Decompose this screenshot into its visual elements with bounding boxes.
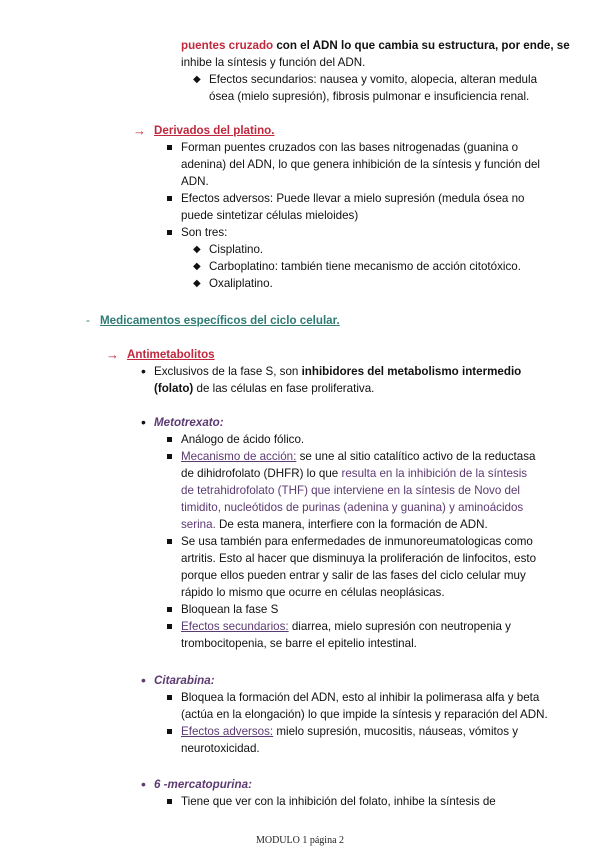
text-line: puede sintetizar células mieloides) [181,209,359,222]
text-line: Bloquean la fase S [181,603,279,616]
list-item: Cisplatino. [209,243,264,256]
text-line: de tetrahidrofolato (THF) que interviene en la síntesis de Novo del [181,484,520,497]
drug-heading-citarabina: Citarabina: [154,674,215,687]
square-bullet-icon [167,607,172,612]
bold-span: (folato) [154,382,194,395]
text-line: artritis. Esto al hacer que disminuya la proliferación de linfocitos, esto [181,552,537,565]
text-line [154,380,374,397]
dot-bullet-icon: • [141,776,146,792]
square-bullet-icon [167,539,172,544]
text-line: ósea (mielo supresión), fibrosis pulmonar e insuficiencia renal. [209,90,530,103]
text-line: porque ellos pueden entrar y salir de las fases del ciclo celular muy [181,569,526,582]
text-line: Efectos adversos: Puede llevar a mielo supresión (medula ósea no [181,192,525,205]
text-line [181,516,488,533]
dot-bullet-icon: • [141,363,146,379]
highlight-span: resulta en la inhibición de la síntesis [341,467,528,480]
text-line [154,363,521,380]
highlight-term: puentes cruzado [181,39,274,52]
diamond-bullet-icon: ◆ [193,244,201,255]
text-line [181,448,535,465]
square-bullet-icon [167,230,172,235]
text-line [181,723,518,740]
dot-bullet-icon: • [141,414,146,430]
text-span: Exclusivos de la fase S, son [154,365,302,378]
list-item: Oxaliplatino. [209,277,273,290]
text-span: de las células en fase proliferativa. [193,382,375,395]
text-line: neurotoxicidad. [181,742,260,755]
text-line: ADN. [181,175,209,188]
text-line [181,465,527,482]
text-line: inhibe la síntesis y función del ADN. [181,56,366,69]
text-line: Son tres: [181,226,228,239]
arrow-right-icon: → [106,347,119,362]
text-line: timidito, nucleótidos de purinas (adenina y guanina) y aminoácidos [181,501,524,514]
page-footer: MODULO 1 página 2 [255,835,345,846]
text-span: se une al sitio catalítico activo de la reductasa [296,450,536,463]
underlined-term: Efectos adversos: [181,725,274,738]
square-bullet-icon [167,454,172,459]
text-span: mielo supresión, mucositis, náuseas, vómitos y [273,725,519,738]
diamond-bullet-icon: ◆ [193,278,201,289]
underlined-term: Mecanismo de acción: [181,450,297,463]
list-item: Carboplatino: también tiene mecanismo de acción citotóxico. [209,260,521,273]
diamond-bullet-icon: ◆ [193,74,201,85]
square-bullet-icon [167,437,172,442]
text-span: diarrea, mielo supresión con neutropenia y [288,620,511,633]
section-heading-ciclo: Medicamentos específicos del ciclo celular. [100,314,340,327]
text-line [181,37,570,54]
drug-heading-mercatopurina: 6 -mercatopurina: [154,778,252,791]
text-line: Efectos secundarios: nausea y vomito, alopecia, alteran medula [209,73,538,86]
arrow-right-icon: → [133,123,146,138]
square-bullet-icon [167,196,172,201]
section-heading-antimetabolitos: Antimetabolitos [127,348,215,361]
text-line: Forman puentes cruzados con las bases nitrogenadas (guanina o [181,141,519,154]
text-line [181,618,511,635]
bold-span: inhibidores del metabolismo intermedio [301,365,522,378]
text-span: De esta manera, interfiere con la formación de ADN. [215,518,488,531]
square-bullet-icon [167,695,172,700]
dot-bullet-icon: • [141,672,146,688]
text-line: Análogo de ácido fólico. [181,433,305,446]
text-span: con el ADN lo que cambia su estructura, por ende, se [273,39,570,52]
section-heading-platino: Derivados del platino. [154,124,275,137]
drug-heading-metotrexato: Metotrexato: [154,416,224,429]
dash-marker: - [86,314,90,327]
square-bullet-icon [167,799,172,804]
diamond-bullet-icon: ◆ [193,261,201,272]
highlight-span: serina. [181,518,216,531]
text-line: rápido lo mismo que ocurre en células neoplásicas. [181,586,445,599]
text-line: Tiene que ver con la inhibición del folato, inhibe la síntesis de [181,795,496,808]
square-bullet-icon [167,729,172,734]
square-bullet-icon [167,145,172,150]
square-bullet-icon [167,624,172,629]
text-line: adenina) del ADN, lo que genera inhibición de la síntesis y función del [181,158,540,171]
text-span: de dihidrofolato (DHFR) lo que [181,467,342,480]
underlined-term: Efectos secundarios: [181,620,289,633]
text-line: trombocitopenia, se barre el epitelio intestinal. [181,637,417,650]
text-line: Se usa también para enfermedades de inmunoreumatologicas como [181,535,533,548]
text-line: Bloquea la formación del ADN, esto al inhibir la polimerasa alfa y beta [181,691,540,704]
text-line: (actúa en la elongación) lo que impide la síntesis y reparación del ADN. [181,708,548,721]
